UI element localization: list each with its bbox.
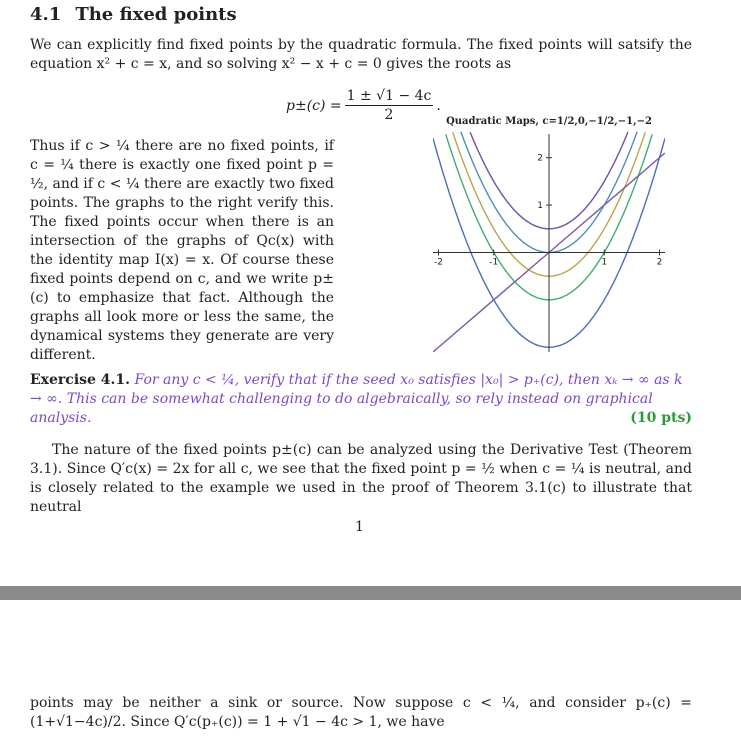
x-tick-label-1: -1 — [489, 257, 499, 268]
fixed-point-formula — [286, 88, 441, 123]
x-tick-label-2: 1 — [601, 257, 608, 268]
section-heading — [30, 4, 237, 25]
quadratic-maps-figure — [433, 116, 665, 352]
y-tick-label-1: 2 — [537, 153, 543, 164]
formula-denominator: 2 — [384, 107, 394, 123]
exercise-points: (10 pts) — [630, 410, 692, 426]
page-number: 1 — [355, 519, 364, 535]
continuation-paragraph: points may be neither a sink or source. Now suppose c < ¼, and consider p₊(c) = (1+√1−4c)/2. Since Q′c(p₊(c)) = 1 + √1 − 4c > 1, we have — [30, 695, 692, 730]
fixed-points-discussion: Thus if c > ¼ there are no fixed points, if c = ¼ there is exactly one fixed point p = ½, and if c < ¼ there are exactly two fixed points. The graphs to the right verify this. The fixed points occur when there is an intersection of the graphs of Qc(x) with the identity map I(x) = x. Of course these fixed points depend on c, and we write p±(c) to emphasize that fact. Although the graphs all look more or less the same, the dynamical systems they generate are very different. — [30, 138, 334, 363]
page-separator — [0, 586, 741, 600]
exercise-label: Exercise 4.1. — [30, 372, 131, 388]
quadratic-maps-chart — [433, 116, 665, 352]
x-tick-label-3: 2 — [656, 257, 663, 268]
section-number: 4.1 — [30, 4, 62, 25]
chart-title: Quadratic Maps, c=1/2,0,−1/2,−1,−2 — [446, 116, 652, 127]
x-tick-label-0: -2 — [434, 257, 444, 268]
derivative-test-paragraph: The nature of the fixed points p±(c) can be analyzed using the Derivative Test (Theorem 3.1). Since Q′c(x) = 2x for all c, we see that the fixed point p = ½ when c = ¼ is neutral, and is closely related to the example we used in the proof of Theorem 3.1(c) to illustrate that neutral — [30, 442, 692, 515]
exercise-block — [30, 371, 692, 428]
exercise-body: For any c < ¼, verify that if the seed x₀ satisfies |x₀| > p₊(c), then xₖ → ∞ as k → ∞. This can be somewhat challenging to do algebraically, so rely instead on graphical analysis. — [30, 372, 683, 426]
formula-numerator: 1 ± √1 − 4c — [346, 88, 432, 104]
page-2 — [0, 600, 741, 746]
section-title: The fixed points — [75, 4, 237, 25]
formula-trail: . — [436, 97, 441, 114]
formula-fraction — [345, 88, 434, 123]
y-tick-label-0: 1 — [537, 201, 543, 212]
formula-lhs: p±(c) = — [286, 97, 342, 114]
intro-paragraph: We can explicitly find fixed points by the quadratic formula. The fixed points will satsify the equation x² + c = x, and so solving x² − x + c = 0 gives the roots as — [30, 37, 692, 72]
